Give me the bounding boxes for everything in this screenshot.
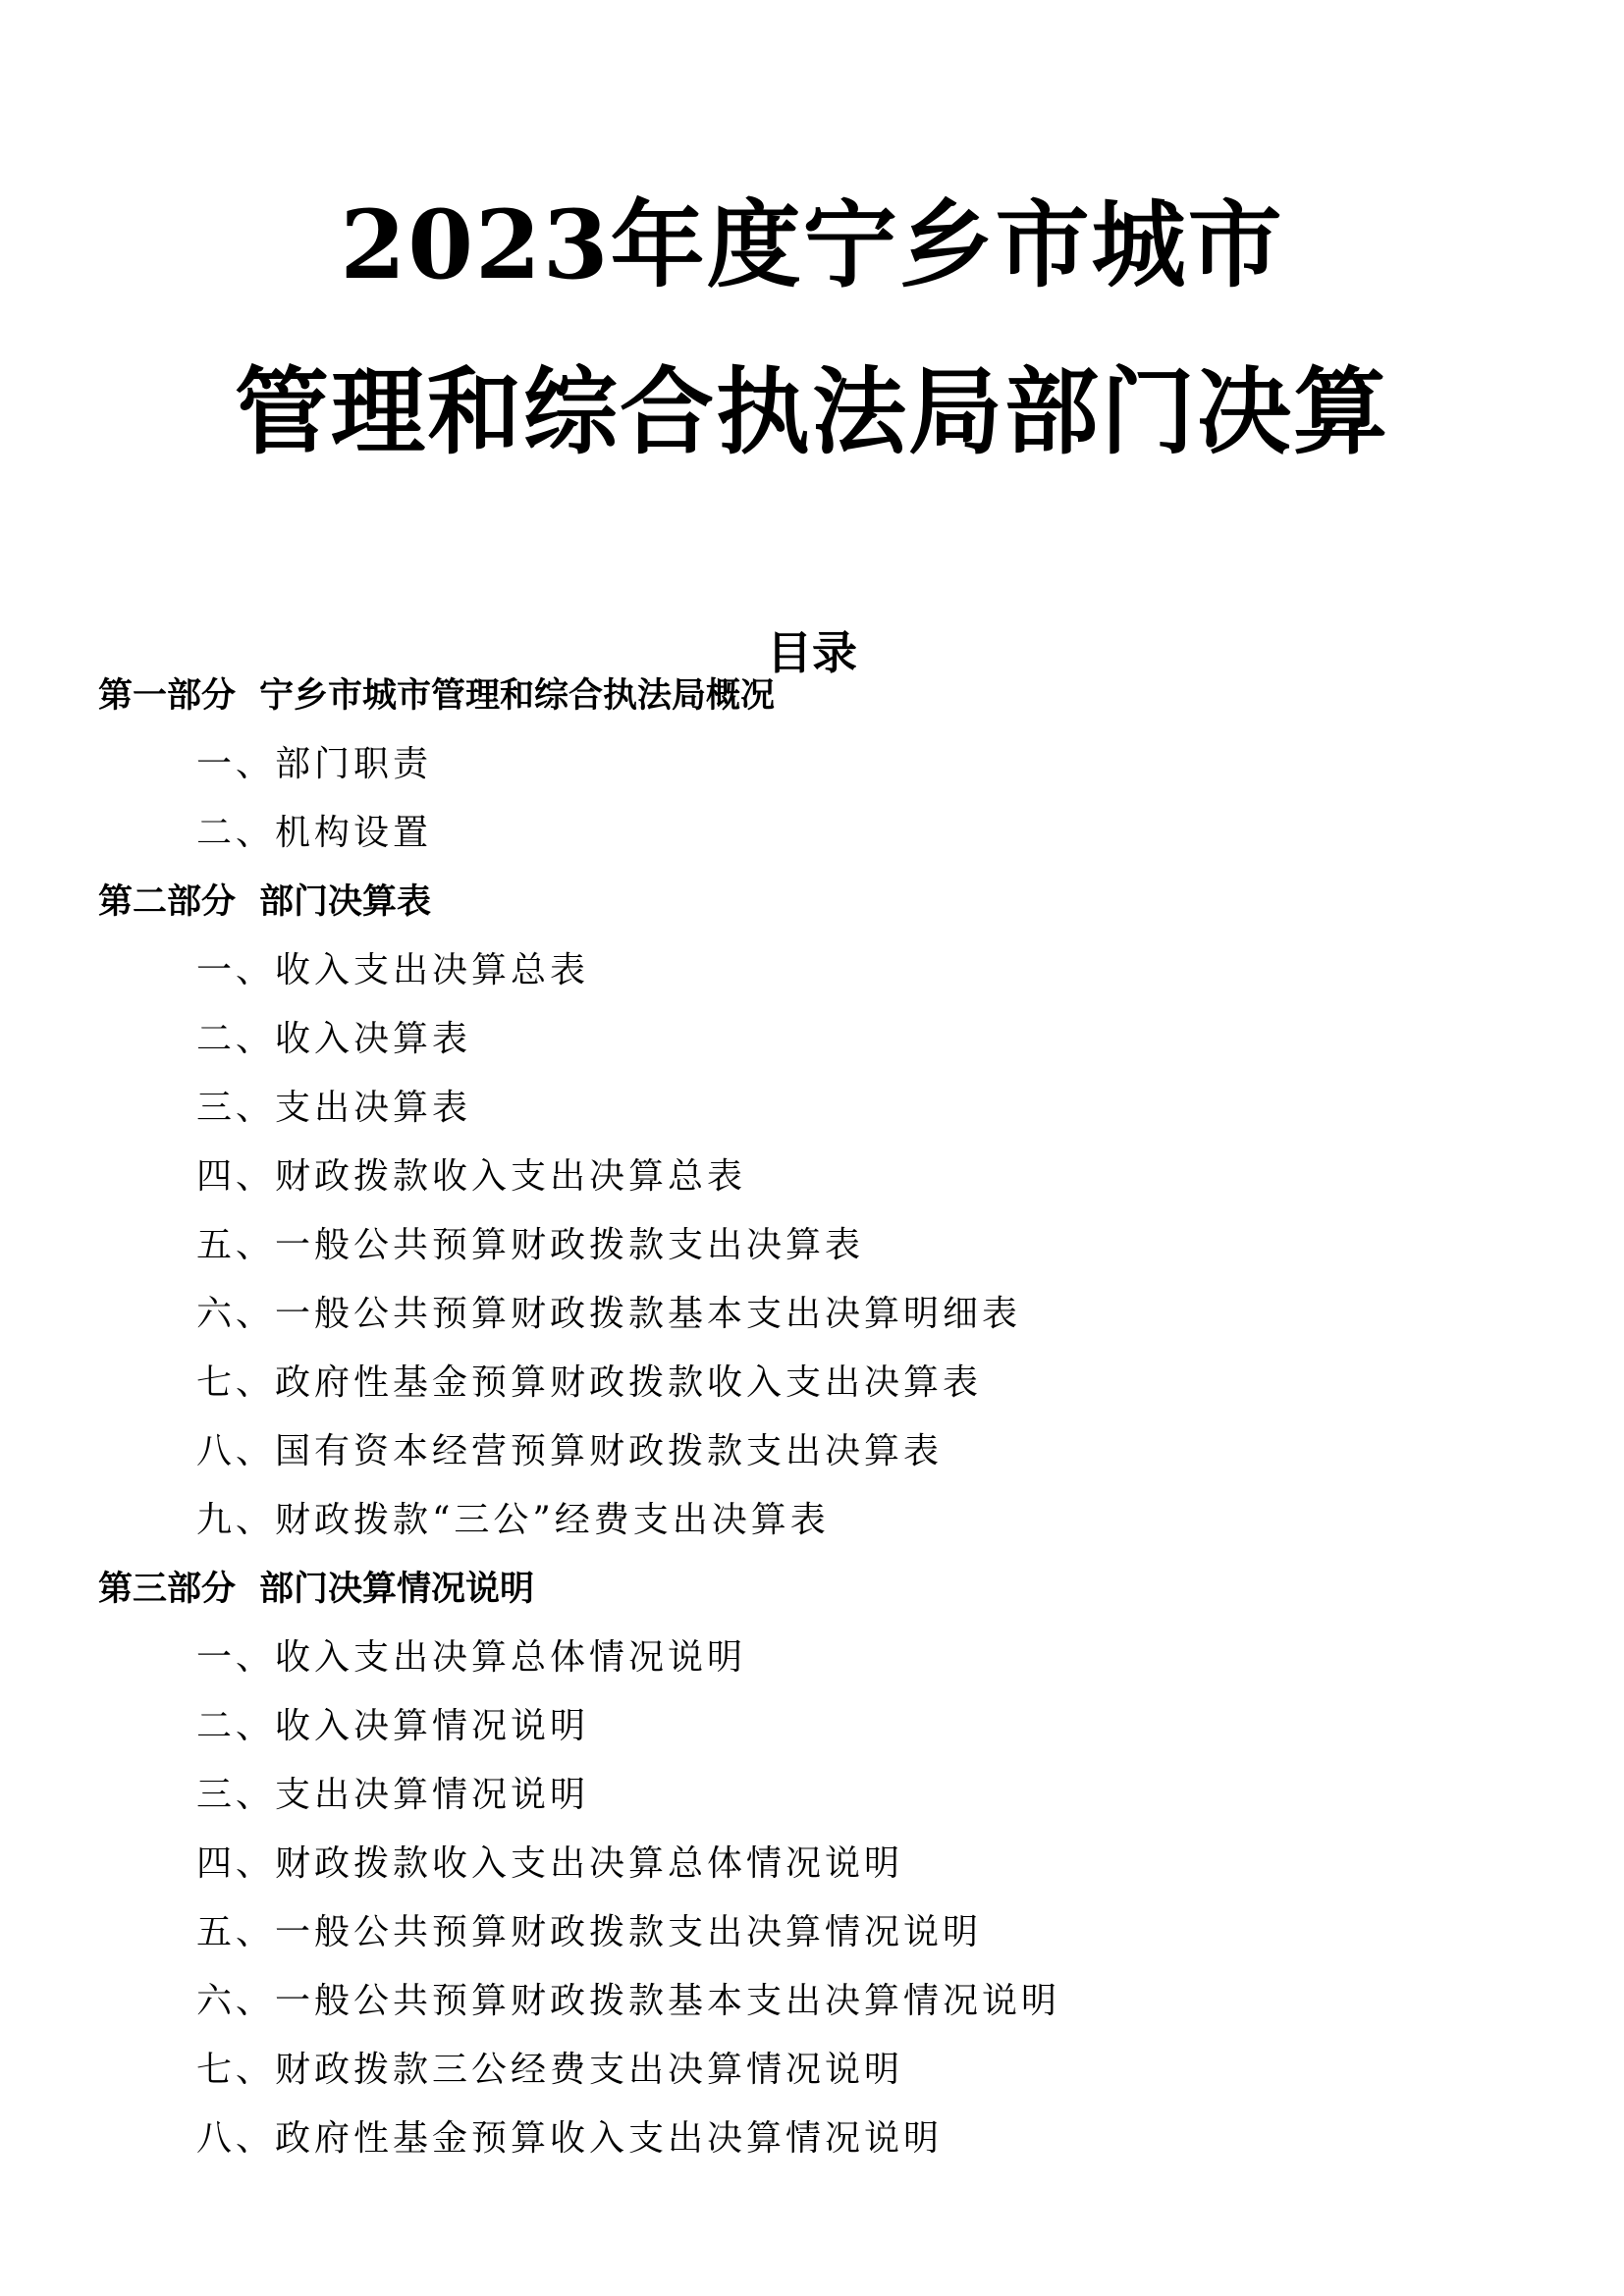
- toc-item: 三、支出决算表: [196, 1088, 472, 1128]
- toc-item: 二、机构设置: [196, 813, 433, 853]
- toc-item: 九、财政拨款“三公”经费支出决算表: [196, 1500, 830, 1540]
- toc-part-row: [98, 662, 1532, 730]
- toc-part-label: 第一部分: [98, 676, 237, 716]
- toc-item: 七、财政拨款三公经费支出决算情况说明: [196, 2050, 904, 2090]
- toc-item: 二、收入决算表: [196, 1019, 472, 1059]
- toc-item: 二、收入决算情况说明: [196, 1706, 590, 1746]
- toc-part-title: 部门决算表: [259, 882, 432, 922]
- toc-item: 八、政府性基金预算收入支出决算情况说明: [196, 2118, 944, 2159]
- toc-item: 一、部门职责: [196, 744, 433, 784]
- toc-heading: 目录: [767, 626, 857, 680]
- toc-part-row: [98, 1555, 1532, 1624]
- toc-item: 三、支出决算情况说明: [196, 1775, 590, 1815]
- toc-part-label: 第三部分: [98, 1570, 237, 1609]
- toc-item: 五、一般公共预算财政拨款支出决算情况说明: [196, 1912, 983, 1952]
- toc-item: 一、收入支出决算总体情况说明: [196, 1637, 747, 1678]
- toc-part-title: 部门决算情况说明: [259, 1570, 535, 1609]
- table-of-contents: [98, 662, 1532, 2173]
- toc-part-row: [98, 868, 1532, 936]
- toc-part-label: 第二部分: [98, 882, 237, 922]
- document-title-line-2: 管理和综合执法局部门决算: [235, 356, 1389, 468]
- toc-part-title: 宁乡市城市管理和综合执法局概况: [259, 676, 776, 716]
- toc-item: 六、一般公共预算财政拨款基本支出决算明细表: [196, 1294, 1022, 1334]
- toc-item: 八、国有资本经营预算财政拨款支出决算表: [196, 1431, 944, 1471]
- toc-item: 六、一般公共预算财政拨款基本支出决算情况说明: [196, 1981, 1061, 2021]
- toc-item: 七、政府性基金预算财政拨款收入支出决算表: [196, 1362, 983, 1403]
- document-title-line-1: 2023年度宁乡市城市: [340, 189, 1284, 301]
- toc-item: 一、收入支出决算总表: [196, 950, 590, 990]
- toc-item: 五、一般公共预算财政拨款支出决算表: [196, 1225, 865, 1265]
- toc-item: 四、财政拨款收入支出决算总表: [196, 1156, 747, 1197]
- toc-item: 四、财政拨款收入支出决算总体情况说明: [196, 1843, 904, 1884]
